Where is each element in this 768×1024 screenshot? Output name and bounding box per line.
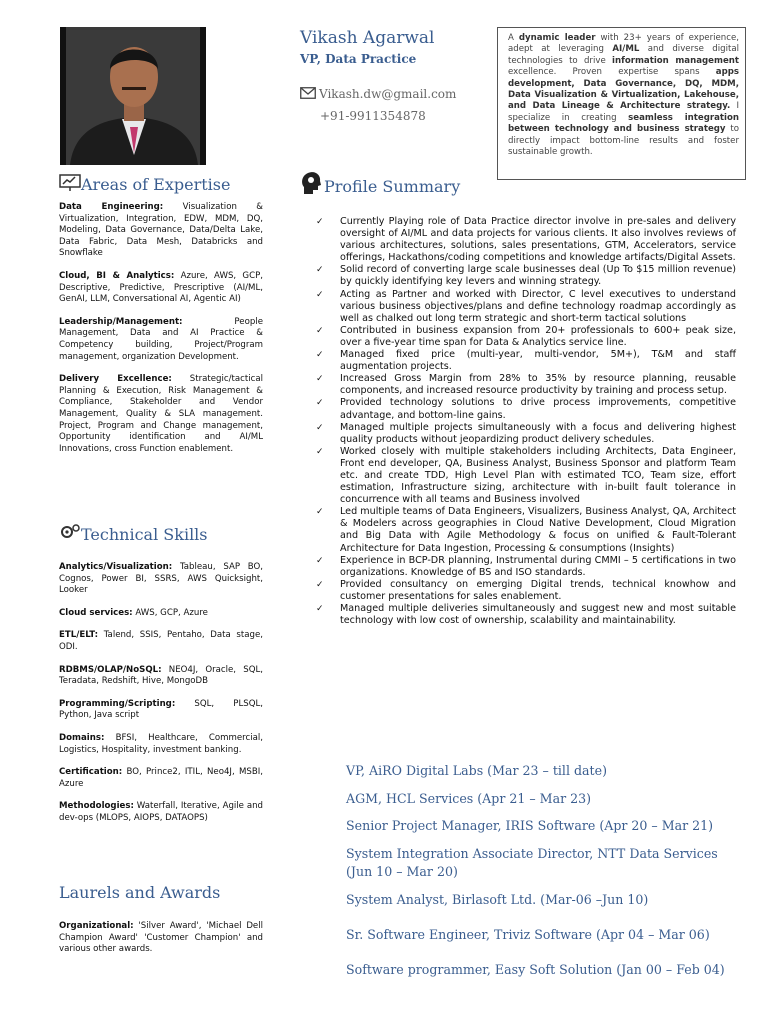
profile-summary-title: Profile Summary [324,177,461,196]
awards-paragraph: Organizational: 'Silver Award', 'Michael Dell Champion Award' 'Customer Champion' and various other awards. [59,921,263,955]
profile-summary-heading [300,170,460,197]
checkmark-icon: ✓ [316,325,324,336]
skill-item: RDBMS/OLAP/NoSQL: NEO4J, Oracle, SQL, Teradata, Redshift, Hive, MongoDB [59,664,263,687]
checkmark-icon: ✓ [316,289,324,300]
experience-item: System Integration Associate Director, NTT Data Services (Jun 10 – Mar 20) [346,846,718,879]
person-portrait-icon [60,27,206,165]
checkmark-icon: ✓ [316,265,324,276]
presentation-chart-icon [59,174,81,192]
head-gear-icon [300,170,322,196]
list-item: ✓ Solid record of converting large scale businesses deal (Up To $15 million revenue) by quickly identifying key levers and winning strategy. [316,264,736,288]
checkmark-icon: ✓ [316,579,324,590]
checkmark-icon: ✓ [316,446,324,457]
envelope-icon [300,87,316,99]
list-item: ✓ Managed fixed price (multi-year, multi-vendor, 5M+), T&M and staff augmentation projects. [316,349,736,373]
profile-photo [60,27,206,165]
list-item: ✓ Provided consultancy on emerging Digital trends, technical knowhow and customer presentations for sales enablement. [316,578,736,602]
checkmark-icon: ✓ [316,507,324,518]
email-row [300,87,456,101]
list-item: ✓ Led multiple teams of Data Engineers, Visualizers, Business Analyst, QA, Architect & Modelers across geographies in Cloud Native Development, Cloud Migration and Big Data with Agile Methodology & focus on unified & Fault-Tolerant Architecture for Data Ingestion, Processing & consumptions (Insights) [316,506,736,554]
skill-item: Domains: BFSI, Healthcare, Commercial, Logistics, Hospitality, investment banking. [59,732,263,755]
skills-list [59,562,263,825]
gears-icon [59,523,81,541]
checkmark-icon: ✓ [316,217,324,227]
list-item: ✓ Acting as Partner and worked with Director, C level executives to understand various business objectives/plans and define technology roadmap accordingly as well as chalked out long term strategic and short-term tactical solutions [316,288,736,324]
skill-item: Analytics/Visualization: Tableau, SAP BO, Cognos, Power BI, SSRS, AWS Quicksight, Looker [59,562,263,596]
expertise-cloud-bi: Cloud, BI & Analytics: Azure, AWS, GCP, Descriptive, Predictive, Prescriptive (AI/ML, GenAI, LLM, Conversational AI, Agentic AI) [59,270,263,305]
summary-box: A dynamic leader with 23+ years of experience, adept at leveraging AI/ML and diverse digital technologies to drive information management excellence. Proven expertise spans apps development, Data Governance, DQ, MDM, Data Visualization & Virtualization, Lakehouse, and Data Lineage & Architecture strategy. I specialize in creating seamless integration between technology and business strategy to directly impact bottom-line results and foster sustainable growth. [497,27,746,180]
checkmark-icon: ✓ [316,555,324,566]
expertise-list [59,202,263,455]
list-item: ✓ Increased Gross Margin from 28% to 35% by resource planning, reusable components, and increased resource productivity by training and process setup. [316,373,736,397]
email-link[interactable]: Vikash.dw@gmail.com [319,87,457,101]
skill-item: Programming/Scripting: SQL, PLSQL, Python, Java script [59,698,263,721]
areas-of-expertise-heading [59,174,230,195]
list-item: ✓ Worked closely with multiple stakeholders including Architects, Data Engineer, Front end developer, QA, Business Analyst, Business Sponsor and platform Team etc. and create TDD, High Level Plan with estimated TCO, Team size, effort estimation, Infrastructure sizing, architecture with in-built fault tolerance in concurrence with all teams and Business involved [316,445,736,506]
list-item: ✓ Provided technology solutions to drive process improvements, competitive advantage, and bottom-line gains. [316,397,736,421]
expertise-delivery: Delivery Excellence: Strategic/tactical Planning & Execution, Risk Management & Compliance, Stakeholder and Vendor Management, Quality & SLA management. Project, Program and Change management, Opportunity identification and AI/ML Innovations, cross Function enablement. [59,374,263,454]
profile-summary-list [316,216,736,627]
skill-item: ETL/ELT: Talend, SSIS, Pentaho, Data stage, ODI. [59,630,263,652]
experience-item: VP, AiRO Digital Labs (Mar 23 – till date) [346,763,607,778]
candidate-name: Vikash Agarwal [300,28,435,48]
candidate-title: VP, Data Practice [300,52,417,66]
phone-number: +91-9911354878 [320,109,426,123]
experience-item: Sr. Software Engineer, Triviz Software (Apr 04 – Mar 06) [346,927,710,942]
skill-item: Cloud services: AWS, GCP, Azure [59,607,208,618]
skill-item: Certification: BO, Prince2, ITIL, Neo4J, MSBI, Azure [59,767,263,789]
expertise-data-engineering: Data Engineering: Visualization & Virtualization, Integration, EDW, MDM, DQ, Modeling, Data Governance, Data/Delta Lake, Data Fabric, Data Mesh, Databricks and Snowflake [59,202,263,259]
list-item: ✓ Currently Playing role of Data Practice director involve in pre-sales and delivery oversight of AI/ML and data projects for various clients. It also involves reviews of various architectures, solutions, sales presentations, GTM, Accelerators, service offerings, Hackathons/coding competitions and knowledge artifacts/Digital Assets. [316,216,736,264]
list-item: ✓ Managed multiple deliveries simultaneously and suggest new and most suitable technology with low cost of ownership, scalability and maintainability. [316,603,736,627]
experience-item: Software programmer, Easy Soft Solution (Jan 00 – Feb 04) [346,962,725,977]
checkmark-icon: ✓ [316,604,324,614]
technical-skills-title: Technical Skills [81,525,208,544]
experience-item: AGM, HCL Services (Apr 21 – Mar 23) [346,791,592,806]
list-item: ✓ Experience in BCP-DR planning, Instrumental during CMMI – 5 certifications in two organizations. Knowledge of BS and ISO standards. [316,554,736,578]
list-item: ✓ Contributed in business expansion from 20+ professionals to 600+ peak size, over a five-year time span for Data & Analytics service line. [316,324,736,348]
checkmark-icon: ✓ [316,350,324,361]
laurels-awards-title: Laurels and Awards [59,883,221,902]
checkmark-icon: ✓ [316,422,324,433]
experience-item: Senior Project Manager, IRIS Software (Apr 20 – Mar 21) [346,818,714,833]
technical-skills-heading [59,523,208,545]
areas-of-expertise-title: Areas of Expertise [81,175,231,194]
checkmark-icon: ✓ [316,398,324,409]
list-item: ✓ Managed multiple projects simultaneously with a focus and delivering highest quality products without jeopardizing product delivery schedules. [316,421,736,445]
expertise-leadership: Leadership/Management: People Management, Data and AI Practice & Competency building, Project/Program management, organization Development. [59,316,263,362]
checkmark-icon: ✓ [316,374,324,385]
skill-item: Methodologies: Waterfall, Iterative, Agile and dev-ops (MLOPS, AIOPS, DATAOPS) [59,801,263,823]
experience-item: System Analyst, Birlasoft Ltd. (Mar-06 –Jun 10) [346,892,649,907]
